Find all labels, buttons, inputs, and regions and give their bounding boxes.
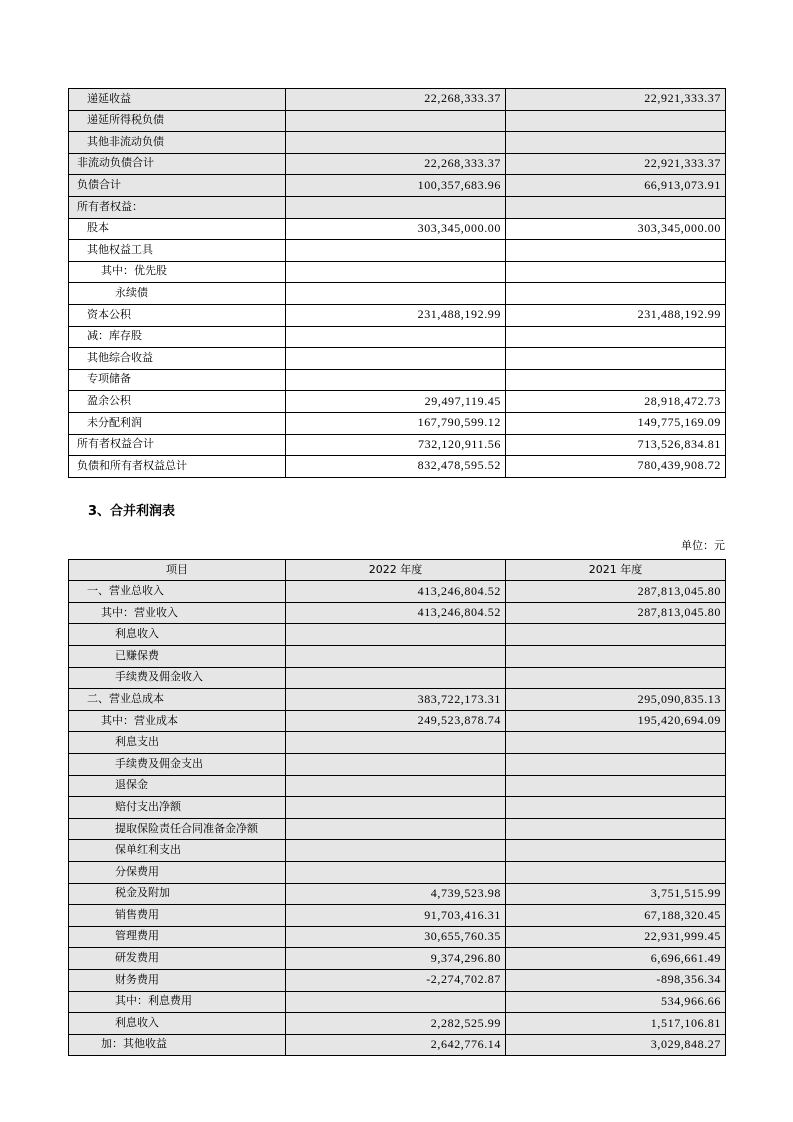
row-value-2 bbox=[506, 261, 726, 283]
row-label: 专项储备 bbox=[87, 372, 131, 386]
row-value-2 bbox=[506, 818, 726, 840]
row-value-1: 2,642,776.14 bbox=[286, 1034, 506, 1056]
row-label: 其他非流动负债 bbox=[87, 134, 164, 148]
table-row bbox=[69, 175, 726, 197]
row-label: 股本 bbox=[87, 221, 109, 235]
row-label: 其中：营业收入 bbox=[101, 605, 178, 619]
row-value-1: 30,655,760.35 bbox=[286, 926, 506, 948]
section-heading: 3、合并利润表 bbox=[88, 503, 176, 519]
row-value-1: 413,246,804.52 bbox=[286, 581, 506, 603]
table-row bbox=[69, 89, 726, 111]
table-row bbox=[69, 240, 726, 262]
table-header-row bbox=[69, 559, 726, 581]
income-statement-table bbox=[68, 559, 726, 1057]
table-row bbox=[69, 326, 726, 348]
row-value-2: 195,420,694.09 bbox=[506, 710, 726, 732]
row-value-2: 149,775,169.09 bbox=[506, 412, 726, 434]
column-header-2022: 2022 年度 bbox=[286, 559, 506, 581]
row-value-2: 22,921,333.37 bbox=[506, 89, 726, 111]
row-value-1: 4,739,523.98 bbox=[286, 883, 506, 905]
table-row bbox=[69, 969, 726, 991]
table-row bbox=[69, 775, 726, 797]
row-value-1: 383,722,173.31 bbox=[286, 689, 506, 711]
column-header-2021: 2021 年度 bbox=[506, 559, 726, 581]
row-label: 资本公积 bbox=[87, 307, 131, 321]
row-label: 手续费及佣金收入 bbox=[115, 670, 203, 684]
row-value-2 bbox=[506, 775, 726, 797]
row-value-1 bbox=[286, 283, 506, 305]
row-label: 已赚保费 bbox=[115, 648, 159, 662]
row-label: 管理费用 bbox=[115, 929, 159, 943]
row-label: 递延收益 bbox=[87, 91, 131, 105]
row-label: 研发费用 bbox=[115, 951, 159, 965]
row-value-1: 9,374,296.80 bbox=[286, 948, 506, 970]
row-label: 赔付支出净额 bbox=[115, 799, 181, 813]
row-value-1 bbox=[286, 369, 506, 391]
row-value-1 bbox=[286, 196, 506, 218]
balance-sheet-body bbox=[69, 89, 726, 478]
row-value-2 bbox=[506, 369, 726, 391]
row-label: 所有者权益合计 bbox=[77, 437, 154, 451]
row-value-2: 6,696,661.49 bbox=[506, 948, 726, 970]
table-row bbox=[69, 261, 726, 283]
row-value-1: -2,274,702.87 bbox=[286, 969, 506, 991]
table-row bbox=[69, 948, 726, 970]
row-value-1 bbox=[286, 261, 506, 283]
unit-note: 单位：元 bbox=[681, 538, 725, 552]
row-value-2: 22,921,333.37 bbox=[506, 153, 726, 175]
row-value-2: 534,966.66 bbox=[506, 991, 726, 1013]
row-value-1 bbox=[286, 775, 506, 797]
row-value-1: 100,357,683.96 bbox=[286, 175, 506, 197]
row-value-2 bbox=[506, 132, 726, 154]
row-value-1 bbox=[286, 991, 506, 1013]
table-row bbox=[69, 689, 726, 711]
row-value-2: 28,918,472.73 bbox=[506, 391, 726, 413]
row-value-1: 303,345,000.00 bbox=[286, 218, 506, 240]
table-row bbox=[69, 732, 726, 754]
table-row bbox=[69, 196, 726, 218]
table-row bbox=[69, 602, 726, 624]
row-value-1 bbox=[286, 326, 506, 348]
table-row bbox=[69, 818, 726, 840]
row-label: 利息收入 bbox=[115, 627, 159, 641]
row-value-1: 91,703,416.31 bbox=[286, 905, 506, 927]
row-value-2 bbox=[506, 646, 726, 668]
table-row bbox=[69, 348, 726, 370]
table-row bbox=[69, 710, 726, 732]
table-row bbox=[69, 110, 726, 132]
row-label: 非流动负债合计 bbox=[77, 156, 154, 170]
row-label: 负债和所有者权益总计 bbox=[77, 458, 187, 472]
row-value-2: 303,345,000.00 bbox=[506, 218, 726, 240]
row-value-1: 22,268,333.37 bbox=[286, 153, 506, 175]
row-value-1 bbox=[286, 862, 506, 884]
row-value-1 bbox=[286, 667, 506, 689]
row-value-2 bbox=[506, 240, 726, 262]
row-label: 分保费用 bbox=[115, 864, 159, 878]
row-label: 保单红利支出 bbox=[115, 843, 181, 857]
row-label: 其他权益工具 bbox=[87, 242, 153, 256]
row-value-1 bbox=[286, 754, 506, 776]
row-value-2 bbox=[506, 797, 726, 819]
row-value-1 bbox=[286, 840, 506, 862]
row-value-2: 231,488,192.99 bbox=[506, 304, 726, 326]
row-label: 利息收入 bbox=[115, 1015, 159, 1029]
row-label: 利息支出 bbox=[115, 735, 159, 749]
table-row bbox=[69, 132, 726, 154]
row-value-1 bbox=[286, 624, 506, 646]
row-label: 手续费及佣金支出 bbox=[115, 756, 203, 770]
row-value-2 bbox=[506, 754, 726, 776]
row-value-2: 66,913,073.91 bbox=[506, 175, 726, 197]
table-row bbox=[69, 624, 726, 646]
row-value-1 bbox=[286, 132, 506, 154]
row-value-2: 3,751,515.99 bbox=[506, 883, 726, 905]
table-row bbox=[69, 905, 726, 927]
row-value-2: 3,029,848.27 bbox=[506, 1034, 726, 1056]
income-statement-body bbox=[69, 559, 726, 1056]
row-label: 其中：营业成本 bbox=[101, 713, 178, 727]
row-label: 其中：利息费用 bbox=[115, 994, 192, 1008]
row-value-2 bbox=[506, 348, 726, 370]
row-value-1: 231,488,192.99 bbox=[286, 304, 506, 326]
row-value-1: 249,523,878.74 bbox=[286, 710, 506, 732]
table-row bbox=[69, 1013, 726, 1035]
row-value-1: 22,268,333.37 bbox=[286, 89, 506, 111]
table-row bbox=[69, 840, 726, 862]
column-header-item: 项目 bbox=[69, 559, 286, 581]
row-label: 提取保险责任合同准备金净额 bbox=[115, 821, 258, 835]
row-value-1 bbox=[286, 646, 506, 668]
table-row bbox=[69, 1034, 726, 1056]
row-value-1 bbox=[286, 348, 506, 370]
row-value-2: 22,931,999.45 bbox=[506, 926, 726, 948]
row-value-2 bbox=[506, 110, 726, 132]
row-value-2 bbox=[506, 283, 726, 305]
row-value-2: 67,188,320.45 bbox=[506, 905, 726, 927]
row-label: 减：库存股 bbox=[87, 329, 142, 343]
table-row bbox=[69, 991, 726, 1013]
row-value-2 bbox=[506, 326, 726, 348]
table-row bbox=[69, 304, 726, 326]
table-row bbox=[69, 667, 726, 689]
table-row bbox=[69, 369, 726, 391]
row-value-2 bbox=[506, 840, 726, 862]
table-row bbox=[69, 412, 726, 434]
row-value-2: -898,356.34 bbox=[506, 969, 726, 991]
table-row bbox=[69, 283, 726, 305]
table-row bbox=[69, 926, 726, 948]
table-row bbox=[69, 862, 726, 884]
row-label: 未分配利润 bbox=[87, 415, 142, 429]
row-label: 税金及附加 bbox=[115, 886, 170, 900]
row-label: 销售费用 bbox=[115, 907, 159, 921]
row-value-1: 167,790,599.12 bbox=[286, 412, 506, 434]
row-value-1: 29,497,119.45 bbox=[286, 391, 506, 413]
row-value-2 bbox=[506, 196, 726, 218]
table-row bbox=[69, 754, 726, 776]
row-label: 递延所得税负债 bbox=[87, 113, 164, 127]
row-value-2: 287,813,045.80 bbox=[506, 602, 726, 624]
table-row bbox=[69, 581, 726, 603]
row-value-1 bbox=[286, 240, 506, 262]
row-value-1: 413,246,804.52 bbox=[286, 602, 506, 624]
table-row bbox=[69, 153, 726, 175]
table-row bbox=[69, 218, 726, 240]
row-value-2: 713,526,834.81 bbox=[506, 434, 726, 456]
row-value-1 bbox=[286, 797, 506, 819]
row-label: 其他综合收益 bbox=[87, 350, 153, 364]
row-value-2 bbox=[506, 862, 726, 884]
row-value-1: 732,120,911.56 bbox=[286, 434, 506, 456]
row-label: 加：其他收益 bbox=[101, 1037, 167, 1051]
row-label: 财务费用 bbox=[115, 972, 159, 986]
row-label: 盈余公积 bbox=[87, 394, 131, 407]
row-value-2: 295,090,835.13 bbox=[506, 689, 726, 711]
row-value-1 bbox=[286, 818, 506, 840]
row-label: 其中：优先股 bbox=[101, 264, 167, 278]
table-row bbox=[69, 456, 726, 478]
table-row bbox=[69, 646, 726, 668]
table-row bbox=[69, 434, 726, 456]
row-label: 退保金 bbox=[115, 778, 148, 792]
row-value-2 bbox=[506, 624, 726, 646]
table-row bbox=[69, 797, 726, 819]
row-label: 永续债 bbox=[115, 286, 148, 300]
row-value-1: 832,478,595.52 bbox=[286, 456, 506, 478]
row-value-2: 1,517,106.81 bbox=[506, 1013, 726, 1035]
row-label: 二、营业总成本 bbox=[87, 691, 164, 705]
row-value-1 bbox=[286, 110, 506, 132]
row-value-2: 287,813,045.80 bbox=[506, 581, 726, 603]
row-value-2 bbox=[506, 667, 726, 689]
row-value-1 bbox=[286, 732, 506, 754]
table-row bbox=[69, 883, 726, 905]
row-value-2: 780,439,908.72 bbox=[506, 456, 726, 478]
row-label: 所有者权益： bbox=[77, 199, 143, 213]
row-label: 负债合计 bbox=[77, 178, 121, 192]
balance-sheet-continued-table bbox=[68, 88, 726, 478]
row-value-2 bbox=[506, 732, 726, 754]
row-label: 一、营业总收入 bbox=[87, 583, 164, 597]
row-value-1: 2,282,525.99 bbox=[286, 1013, 506, 1035]
table-row bbox=[69, 391, 726, 413]
